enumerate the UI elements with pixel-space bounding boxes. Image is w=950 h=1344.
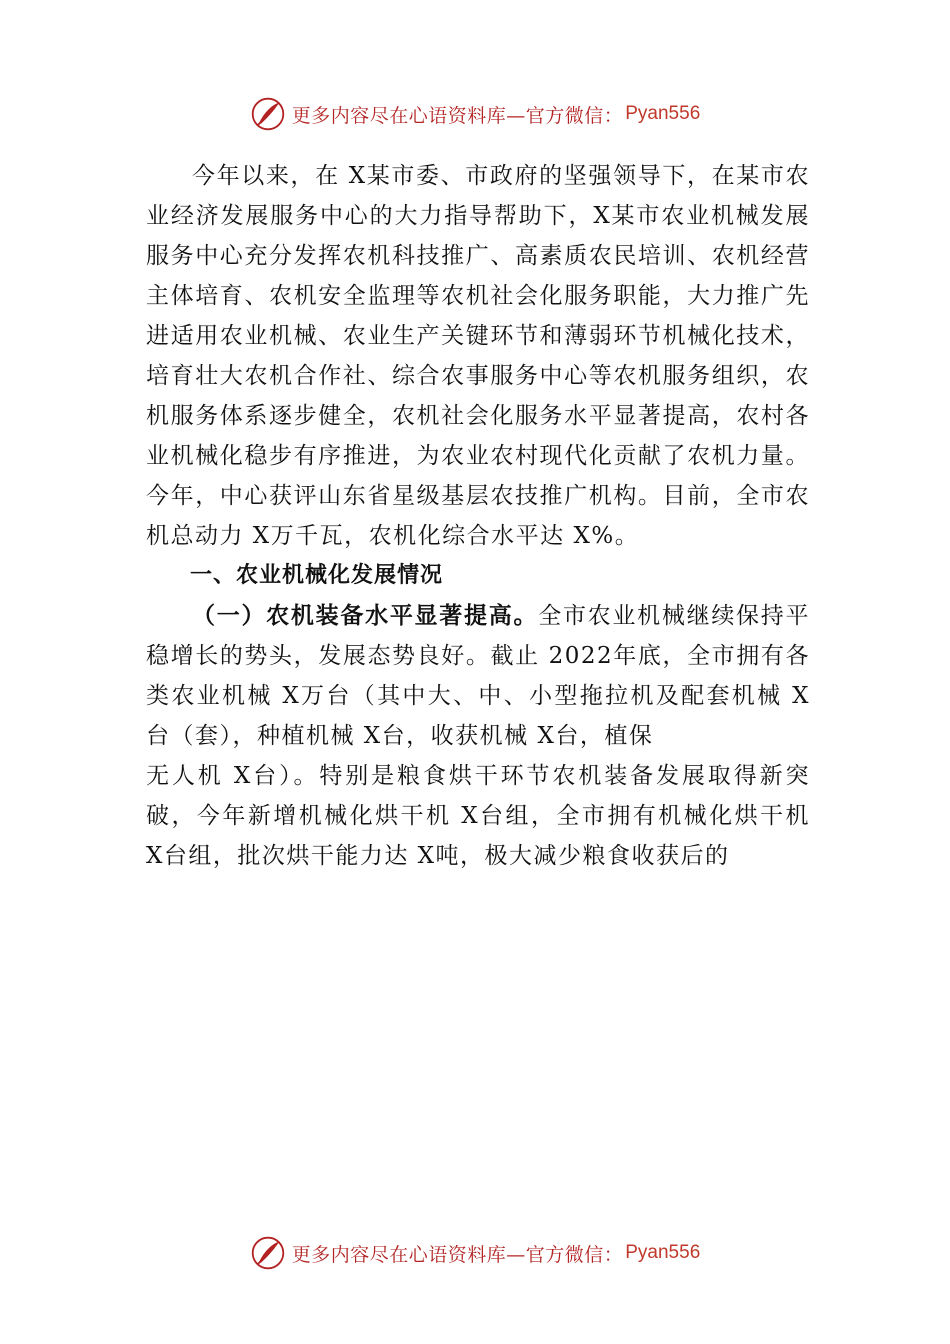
section-heading-1: 一、农业机械化发展情况 [190,563,444,588]
watermark-text: 更多内容尽在心语资料库—官方微信： [291,104,624,127]
paragraph-drying: 无人机 X台）。特别是粮食烘干环节农机装备发展取得新突破，今年新增机械化烘干机 X台组，全市拥有机械化烘干机 X台组，批次烘干能力达 X吨，极大减少粮食收获后的 [146,763,810,869]
watermark-handle: Pyan556 [625,1242,701,1263]
quill-logo-icon [250,1235,286,1271]
paragraph-equipment [146,596,810,756]
paragraph-intro: 今年以来，在 X某市委、市政府的坚强领导下，在某市农业经济发展服务中心的大力指导帮助下，X某市农业机械发展服务中心充分发挥农机科技推广、高素质农民培训、农机经营主体培育、农机安全监理等农机社会化服务职能，大力推广先进适用农业机械、农业生产关键环节和薄弱环节机械化技术，培育壮大农机合作社、综合农事服务中心等农机服务组织，农机服务体系逐步健全，农机社会化服务水平显著提高，农村各业机械化稳步有序推进，为农业农村现代化贡献了农机力量。今年，中心获评山东省星级基层农技推广机构。目前，全市农机总动力 X万千瓦，农机化综合水平达 X%。 [146,163,810,549]
paragraph-equipment-body: 全市农业机械继续保持平稳增长的势头，发展态势良好。截止 2022年底，全市拥有各类农业机械 X万台（其中大、中、小型拖拉机及配套机械 X台（套），种植机械 X台，收获机械 X台，植保 [146,603,811,749]
watermark-handle: Pyan556 [625,103,701,124]
paragraph-lead: （一）农机装备水平显著提高。 [192,603,539,629]
document-body [146,156,810,876]
watermark-header [0,94,950,134]
quill-logo-icon [250,96,286,132]
watermark-text: 更多内容尽在心语资料库—官方微信： [291,1243,624,1266]
watermark-footer [0,1233,950,1273]
